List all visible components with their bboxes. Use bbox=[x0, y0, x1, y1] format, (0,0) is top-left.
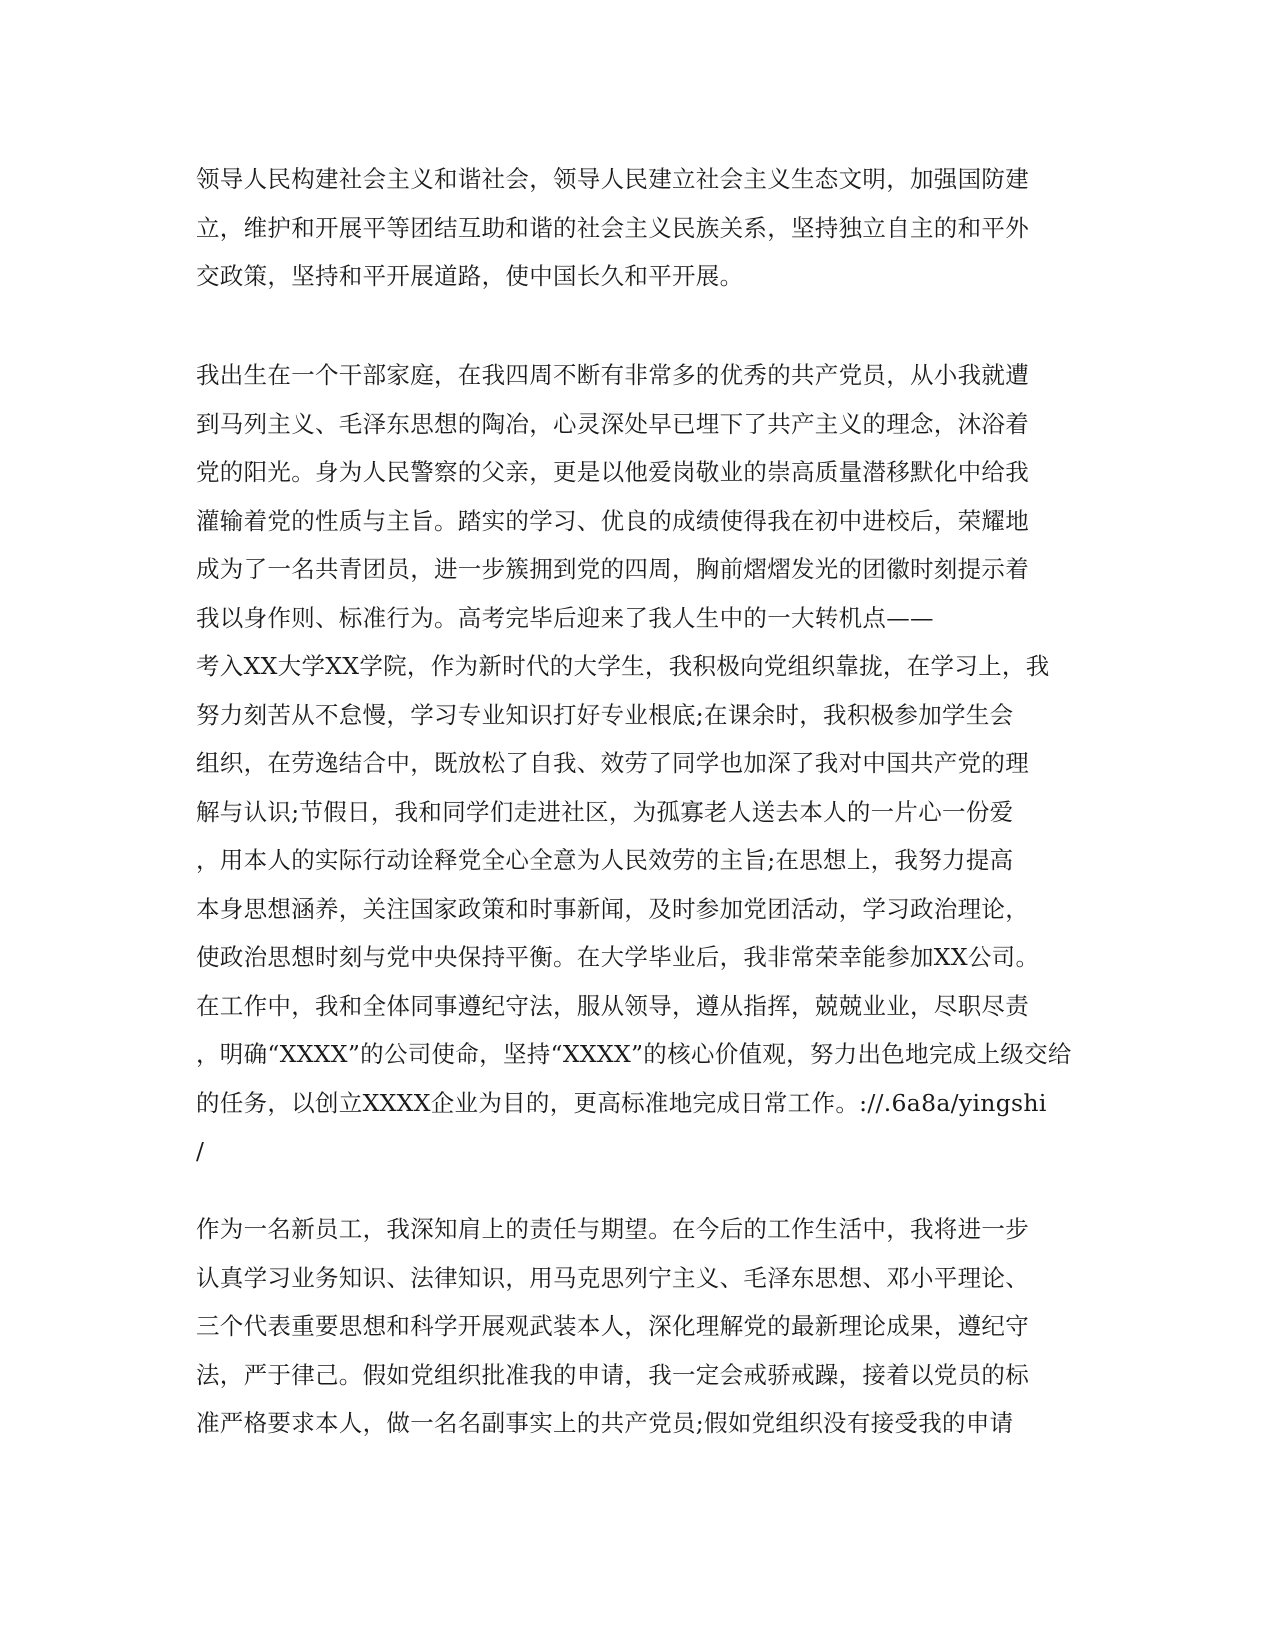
paragraph-3: 作为一名新员工，我深知肩上的责任与期望。在今后的工作生活中，我将进一步 认真学习业务知识、法律知识，用马克思列宁主义、毛泽东思想、邓小平理论、 三个代表重要思想和科学开展观武装本人，深化理解党的最新理论成果，遵纪守 法，严于律己。假如党组织批准我的申请，我一定会戒骄戒躁，接着以党员的标 准严格要求本人，做一名名副事实上的共产党员;假如党组织没有接受我的申请 bbox=[196, 1215, 1029, 1437]
paragraph-2: 我出生在一个干部家庭，在我四周不断有非常多的优秀的共产党员，从小我就遭 到马列主义、毛泽东思想的陶冶，心灵深处早已埋下了共产主义的理念，沐浴着 党的阳光。身为人民警察的父亲，更是以他爱岗敬业的崇高质量潜移默化中给我 灌输着党的性质与主旨。踏实的学习、优良的成绩使得我在初中进校后，荣耀地 成为了一名共青团员，进一步簇拥到党的四周，胸前熠熠发光的团徽时刻提示着 我以身作则、标准行为。高考完毕后迎来了我人生中的一大转机点—— 考入XX大学XX学院，作为新时代的大学生，我积极向党组织靠拢，在学习上，我 努力刻苦从不怠慢，学习专业知识打好专业根底;在课余时，我积极参加学生会 组织，在劳逸结合中，既放松了自我、效劳了同学也加深了我对中国共产党的理 解与认识;节假日，我和同学们走进社区，为孤寡老人送去本人的一片心一份爱 ，用本人的实际行动诠释党全心全意为人民效劳的主旨;在思想上，我努力提高 本身思想涵养，关注国家政策和时事新闻，及时参加党团活动，学习政治理论， 使政治思想时刻与党中央保持平衡。在大学毕业后，我非常荣幸能参加XX公司。 在工作中，我和全体同事遵纪守法，服从领导，遵从指挥，兢兢业业，尽职尽责 ，明确“XXXX”的公司使命，坚持“XXXX”的核心价值观，努力出色地完成上级交给 的任务，以创立XXXX企业为目的，更高标准地完成日常工作。://.6a8a/yingshi / bbox=[196, 361, 1072, 1165]
paragraph-1: 领导人民构建社会主义和谐社会，领导人民建立社会主义生态文明，加强国防建 立，维护和开展平等团结互助和谐的社会主义民族关系，坚持独立自主的和平外 交政策，坚持和平开展道路，使中国长久和平开展。 bbox=[196, 165, 1029, 290]
